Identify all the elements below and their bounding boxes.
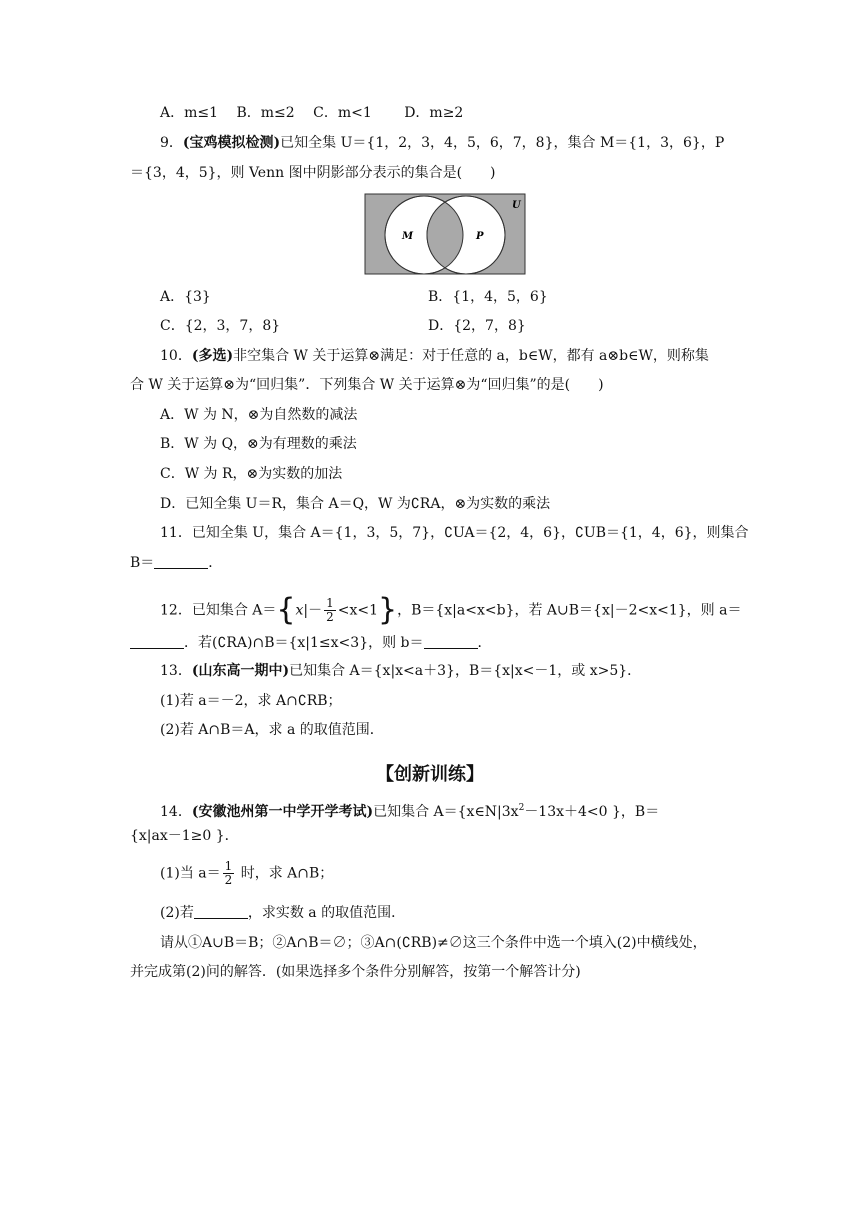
section-heading: 【创新训练】 [376,764,484,785]
q11-line2 [130,553,730,575]
q12-line2-end: ． [477,635,492,651]
q12-fraction [324,597,336,624]
q14-text1a: 已知集合 A＝{x∈N|3x [373,804,519,820]
q14-frac-den: 2 [224,873,233,887]
q14-line2: {x|ax－1≥0 }． [130,828,239,844]
venn-label-u: U [512,200,521,211]
q10-source: (多选) [191,348,234,364]
q12-bar: | [303,602,309,619]
q12-line1 [160,592,760,628]
venn-label-p: P [476,231,484,242]
q12-left-brace: { [276,592,296,628]
venn-label-m: M [402,231,414,242]
q10-option-c: C．W 为 R，⊗为实数的加法 [160,466,343,482]
q14-text1b: －13x＋4<0 }，B＝ [524,804,660,820]
q12-frac-den: 2 [326,610,334,624]
q9-option-b: B．{1，4，5，6} [428,289,548,305]
q9-line1 [160,133,760,155]
q10-option-d: D．已知全集 U＝R，集合 A＝Q，W 为∁RA，⊗为实数的乘法 [160,496,551,512]
q13-sub2: (2)若 A∩B＝A，求 a 的取值范围． [160,722,384,738]
q10-line2: 合 W 关于运算⊗为“回归集”．下列集合 W 关于运算⊗为“回归集”的是( ) [130,377,604,393]
q14-superscript: 2 [518,803,525,813]
q12-blank-b [424,634,478,649]
q14-number: 14． [160,804,192,820]
q10-number: 10． [160,348,192,364]
q13-number: 13． [160,663,192,679]
q14-line1 [160,798,760,820]
q11-blank [154,554,208,569]
q12-line2-text: ．若(∁RA)∩B＝{x|1≤x<3}，则 b＝ [184,635,424,651]
q14-frac-num: 1 [224,859,233,873]
q14-fraction [223,860,235,887]
q10-option-a: A．W 为 N，⊗为自然数的减法 [160,407,358,423]
q14-note2: 并完成第(2)问的解答．(如果选择多个条件分别解答，按第一个解答计分) [130,964,581,980]
q10-line1 [160,346,760,368]
q9-number: 9． [160,135,183,151]
q11-suffix: ． [208,555,223,571]
venn-diagram [364,193,526,275]
q9-line2: ＝{3，4，5}，则 Venn 图中阴影部分表示的集合是( ) [130,165,496,181]
q14-blank [194,904,248,919]
q12-set-var: x [295,602,304,619]
q14-sub2 [160,903,760,925]
q14-sub1-prefix: (1)当 a＝ [160,865,221,882]
q10-text1: 非空集合 W 关于运算⊗满足：对于任意的 a，b∈W，都有 a⊗b∈W，则称集 [233,348,709,364]
q14-sub2-suffix: ，求实数 a 的取值范围． [247,905,406,921]
q13-text1: 已知集合 A＝{x|x<a＋3}，B＝{x|x<－1，或 x>5}． [289,663,642,679]
q14-sub1-suffix: 时，求 A∩B； [236,865,334,882]
q14-source: (安徽池州第一中学开学考试) [191,804,374,820]
q12-line2 [130,633,730,655]
q14-sub1 [160,860,760,890]
q12-set-rest: <x<1 [337,602,378,619]
q12-sign: － [308,602,323,619]
q12-frac-num: 1 [326,596,334,610]
q14-sub2-prefix: (2)若 [160,905,194,921]
q9-option-d: D．{2，7，8} [428,318,526,334]
q13-line1 [160,661,760,683]
q9-source: (宝鸡模拟检测) [182,135,281,151]
q11-prefix: B＝ [130,555,155,571]
q11-line1: 11．已知全集 U，集合 A＝{1，3，5，7}，∁UA＝{2，4，6}，∁UB＝{1，4，6}，则集合 [160,525,749,541]
q8-options: A．m≤1 B．m≤2 C．m<1 D．m≥2 [160,105,464,121]
q12-right-brace: } [378,592,398,628]
q9-text1: 已知全集 U＝{1，2，3，4，5，6，7，8}，集合 M＝{1，3，6}，P [280,135,725,151]
q9-option-c: C．{2，3，7，8} [160,318,281,334]
q9-option-a: A．{3} [160,289,211,305]
q12-blank-a [130,634,184,649]
q10-option-b: B．W 为 Q，⊗为有理数的乘法 [160,436,357,452]
q13-sub1: (1)若 a＝－2，求 A∩∁RB； [160,693,342,709]
q13-source: (山东高一期中) [191,663,290,679]
q12-suffix: ，B＝{x|a<x<b}，若 A∪B＝{x|－2<x<1}，则 a＝ [397,602,742,619]
q12-prefix: 12．已知集合 A＝ [160,602,277,619]
q14-note1: 请从①A∪B＝B；②A∩B＝∅；③A∩(∁RB)≠∅这三个条件中选一个填入(2)中横线处， [160,935,707,951]
